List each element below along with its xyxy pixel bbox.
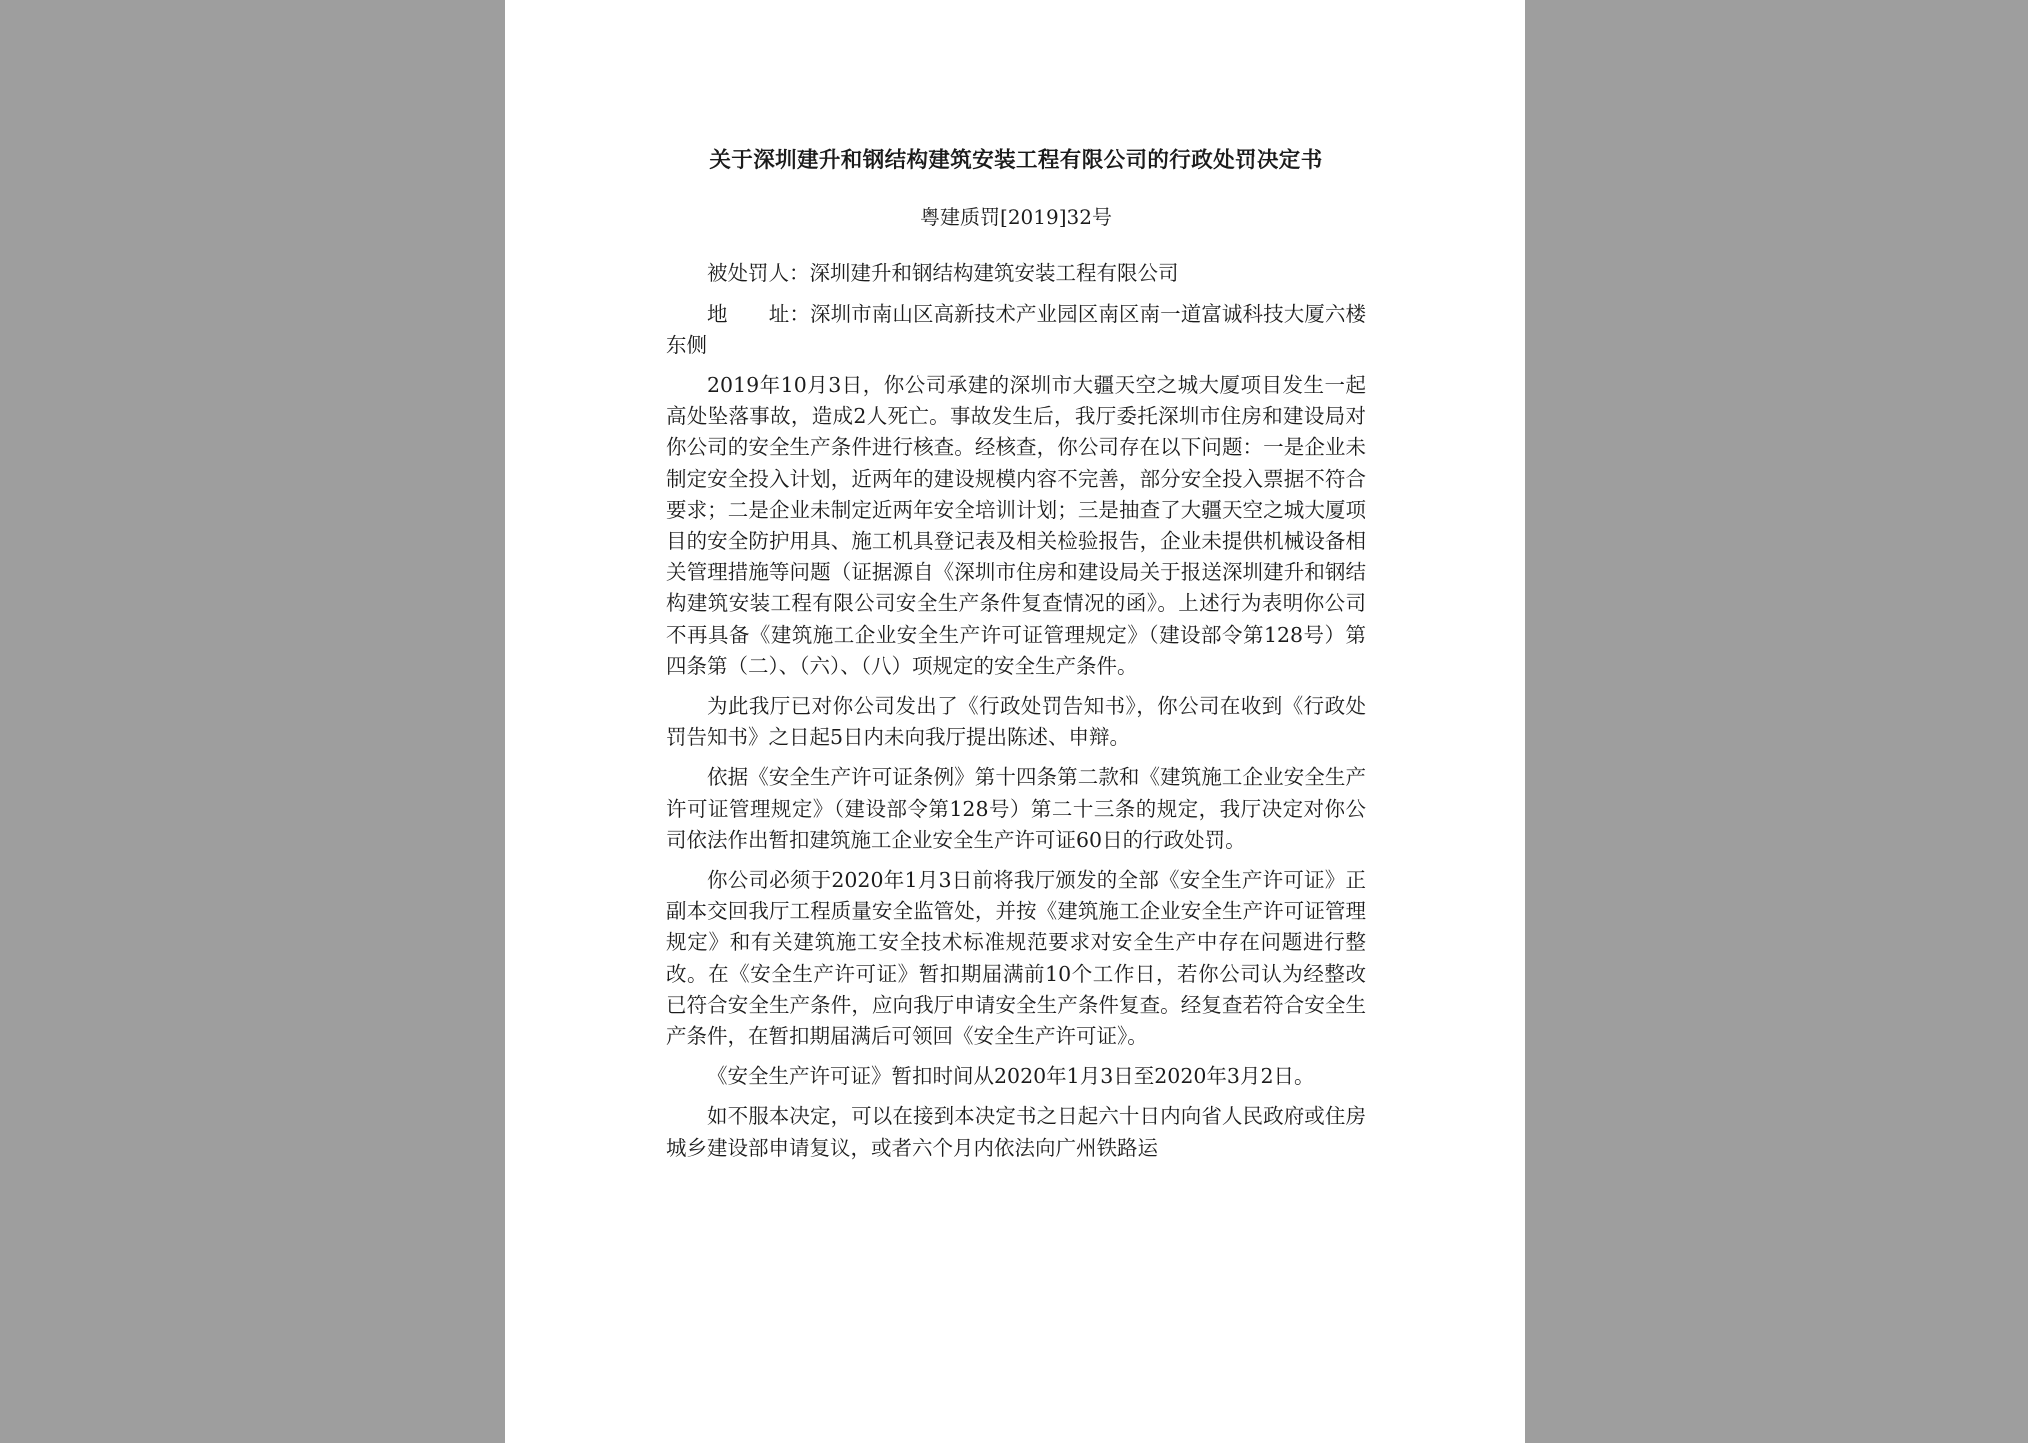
document-page (505, 0, 1525, 1443)
document-number: 粤建质罚[2019]32号 (920, 205, 1112, 229)
body-paragraph: 你公司必须于2020年1月3日前将我厅颁发的全部《安全生产许可证》正副本交回我厅工程质量安全监管处，并按《建筑施工企业安全生产许可证管理规定》和有关建筑施工安全技术标准规范要求对安全生产中存在问题进行整改。在《安全生产许可证》暂扣期届满前10个工作日，若你公司认为经整改已符合安全生产条件，应向我厅申请安全生产条件复查。经复查若符合安全生产条件，在暂扣期届满后可领回《安全生产许可证》。 (666, 868, 1366, 1049)
document-title: 关于深圳建升和钢结构建筑安装工程有限公司的行政处罚决定书 (709, 148, 1323, 173)
body-paragraph: 如不服本决定，可以在接到本决定书之日起六十日内向省人民政府或住房城乡建设部申请复议，或者六个月内依法向广州铁路运 (666, 1104, 1366, 1160)
document-content (666, 146, 1366, 1164)
penalized-party-value: 深圳建升和钢结构建筑安装工程有限公司 (809, 261, 1179, 285)
address-line (666, 299, 1366, 361)
address-label: 地 址： (707, 302, 810, 326)
penalized-party-label: 被处罚人： (707, 261, 810, 285)
penalized-party-line (666, 258, 1366, 289)
body-paragraph: 依据《安全生产许可证条例》第十四条第二款和《建筑施工企业安全生产许可证管理规定》（建设部令第128号）第二十三条的规定，我厅决定对你公司依法作出暂扣建筑施工企业安全生产许可证60日的行政处罚。 (666, 765, 1366, 852)
body-paragraph: 为此我厅已对你公司发出了《行政处罚告知书》，你公司在收到《行政处罚告知书》之日起5日内未向我厅提出陈述、申辩。 (666, 694, 1366, 750)
body-paragraph: 《安全生产许可证》暂扣时间从2020年1月3日至2020年3月2日。 (707, 1064, 1315, 1089)
body-paragraph: 2019年10月3日，你公司承建的深圳市大疆天空之城大厦项目发生一起高处坠落事故，造成2人死亡。事故发生后，我厅委托深圳市住房和建设局对你公司的安全生产条件进行核查。经核查，你公司存在以下问题：一是企业未制定安全投入计划，近两年的建设规模内容不完善，部分安全投入票据不符合要求；二是企业未制定近两年安全培训计划；三是抽查了大疆天空之城大厦项目的安全防护用具、施工机具登记表及相关检验报告，企业未提供机械设备相关管理措施等问题（证据源自《深圳市住房和建设局关于报送深圳建升和钢结构建筑安装工程有限公司安全生产条件复查情况的函》。上述行为表明你公司不再具备《建筑施工企业安全生产许可证管理规定》（建设部令第128号）第四条第（二）、（六）、（八）项规定的安全生产条件。 (666, 373, 1366, 678)
address-value: 深圳市南山区高新技术产业园区南区南一道富诚科技大厦六楼东侧 (666, 302, 1366, 357)
